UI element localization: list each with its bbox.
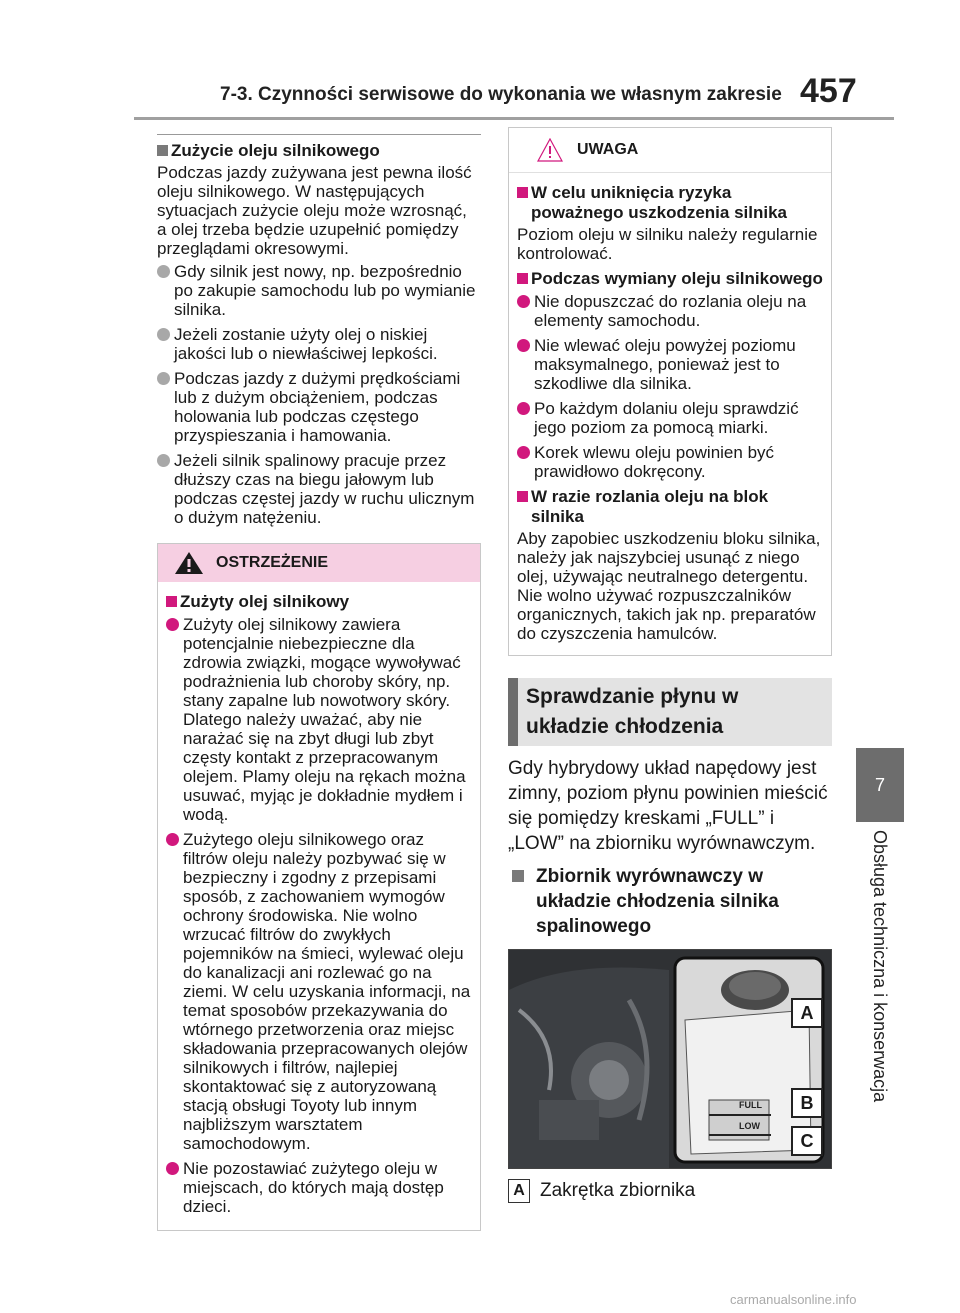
coolant-body-text: Gdy hybrydowy układ napędowy jest zimny, poziom płynu powinien mieścić się pomiędzy kreskami „FULL” i „LOW” na zbiorniku wyrównawczym.: [508, 758, 828, 854]
square-bullet-icon: [517, 187, 528, 198]
watermark: carmanualsonline.info: [730, 1292, 857, 1307]
list-item: Po każdym dolaniu oleju sprawdzić jego poziom za pomocą miarki.: [517, 399, 823, 437]
coolant-reservoir-figure: [508, 949, 832, 1169]
list-item: Gdy silnik jest nowy, np. bezpośrednio po zakupie samochodu lub po wymianie silnika.: [157, 262, 481, 319]
square-bullet-icon: [512, 870, 524, 882]
full-mark-label: FULL: [739, 1100, 762, 1110]
circle-bullet-icon: [517, 402, 530, 415]
callout-a: A: [791, 998, 823, 1028]
list-item: Nie pozostawiać zużytego oleju w miejscach, do których mają dostęp dzieci.: [166, 1159, 472, 1216]
header-divider: [134, 117, 894, 120]
caution-heading-oil-spill: W razie rozlania oleju na blok silnika: [517, 487, 823, 527]
warning-body: [158, 582, 480, 1230]
caution-paragraph: Aby zapobiec uszkodzeniu bloku silnika, należy jak najszybciej usunąć z niego olej, używając neutralnego detergentu. Nie wolno używać rozpuszczalników organicznych, takich jak np. preparatów do czyszczenia hamulców.: [517, 529, 821, 643]
caution-header: [509, 128, 831, 173]
list-item: Podczas jazdy z dużymi prędkościami lub z dużym obciążeniem, podczas holowania lub podczas częstego przyspieszania i hamowania.: [157, 369, 481, 445]
caption-label: A: [508, 1179, 530, 1203]
coolant-reservoir-heading: Zbiornik wyrównawczy w układzie chłodzenia silnika spalinowego: [508, 864, 832, 939]
caution-title: UWAGA: [577, 141, 639, 158]
chapter-label: Obsługa techniczna i konserwacja: [870, 830, 890, 1103]
caution-heading-oil-change: Podczas wymiany oleju silnikowego: [517, 269, 823, 289]
warning-header: [158, 544, 480, 582]
circle-bullet-icon: [517, 446, 530, 459]
low-mark-label: LOW: [739, 1121, 760, 1131]
circle-bullet-icon: [517, 339, 530, 352]
page-header-title: 7-3. Czynności serwisowe do wykonania we własnym zakresie: [220, 84, 782, 105]
list-item: Jeżeli silnik spalinowy pracuje przez dłuższy czas na biegu jałowym lub podczas częstej jazdy w ruchu ulicznym o dużym natężeniu.: [157, 451, 481, 527]
list-item: Nie dopuszczać do rozlania oleju na elementy samochodu.: [517, 292, 823, 330]
circle-bullet-icon: [157, 454, 170, 467]
caution-box: [508, 127, 832, 656]
square-bullet-icon: [517, 491, 528, 502]
list-item: Zużytego oleju silnikowego oraz filtrów oleju należy pozbywać się w bezpieczny i zgodny z przepisami sposób, z zachowaniem wymogów ochrony środowiska. Nie wolno wrzucać filtrów do zwykłych pojemników na śmieci, wylewać oleju do kanalizacji ani rozlewać go na ziemi. W celu uzyskania informacji, na temat sposobów przekazywania do wtórnego przetworzenia oraz miejsc składowania przepracowanych olejów silnikowych i filtrów, najlepiej skontaktować się z autoryzowaną stacją obsługi Toyoty lub innym najbliższym warsztatem samochodowym.: [166, 830, 472, 1153]
circle-bullet-icon: [157, 372, 170, 385]
caution-paragraph: Poziom oleju w silniku należy regularnie kontrolować.: [517, 225, 818, 263]
warning-box: [157, 543, 481, 1231]
section-title-coolant: Sprawdzanie płynu w układzie chłodzenia: [508, 678, 832, 746]
right-column: [508, 127, 832, 1203]
caution-body: [509, 173, 831, 655]
square-bullet-icon: [157, 145, 168, 156]
callout-c: C: [791, 1126, 823, 1156]
square-bullet-icon: [517, 273, 528, 284]
circle-bullet-icon: [517, 295, 530, 308]
circle-bullet-icon: [157, 328, 170, 341]
list-item: Zużyty olej silnikowy zawiera potencjalnie niebezpieczne dla zdrowia związki, mogące wywoływać podrażnienia lub choroby skóry, np. stany zapalne lub nowotwory skóry. Dlatego należy uważać, aby nie narażać się na zbyt długi lub zbyt częsty kontakt z przepracowanym olejem. Plamy oleju na rękach można usuwać, myjąc je dokładnie mydłem i wodą.: [166, 615, 472, 824]
circle-bullet-icon: [157, 265, 170, 278]
page-number: 457: [800, 72, 857, 110]
chapter-tab[interactable]: 7: [856, 748, 904, 822]
caution-heading-engine-damage: W celu uniknięcia ryzyka poważnego uszkodzenia silnika: [517, 183, 823, 223]
callout-b: B: [791, 1088, 823, 1118]
oil-consumption-intro: Podczas jazdy zużywana jest pewna ilość oleju silnikowego. W następujących sytuacjach zużycie oleju może wzrosnąć, a olej trzeba będzie uzupełnić pomiędzy przeglądami okresowymi.: [157, 163, 472, 258]
list-item: Jeżeli zostanie użyty olej o niskiej jakości lub o niewłaściwej lepkości.: [157, 325, 481, 363]
list-item: Korek wlewu oleju powinien być prawidłowo dokręcony.: [517, 443, 823, 481]
caption-text: Zakrętka zbiornika: [540, 1180, 696, 1201]
engine-bay-illustration: [509, 950, 831, 1168]
circle-bullet-icon: [166, 833, 179, 846]
section-divider: [157, 134, 481, 135]
warning-triangle-icon: [174, 551, 204, 575]
left-column: [157, 134, 481, 1231]
circle-bullet-icon: [166, 618, 179, 631]
figure-caption-a: [508, 1179, 832, 1203]
caution-triangle-icon: [537, 138, 563, 162]
used-oil-heading: Zużyty olej silnikowy: [166, 592, 472, 612]
oil-consumption-heading: Zużycie oleju silnikowego: [157, 141, 481, 161]
list-item: Nie wlewać oleju powyżej poziomu maksymalnego, ponieważ jest to szkodliwe dla silnika.: [517, 336, 823, 393]
warning-title: OSTRZEŻENIE: [216, 554, 329, 571]
square-bullet-icon: [166, 596, 177, 607]
circle-bullet-icon: [166, 1162, 179, 1175]
